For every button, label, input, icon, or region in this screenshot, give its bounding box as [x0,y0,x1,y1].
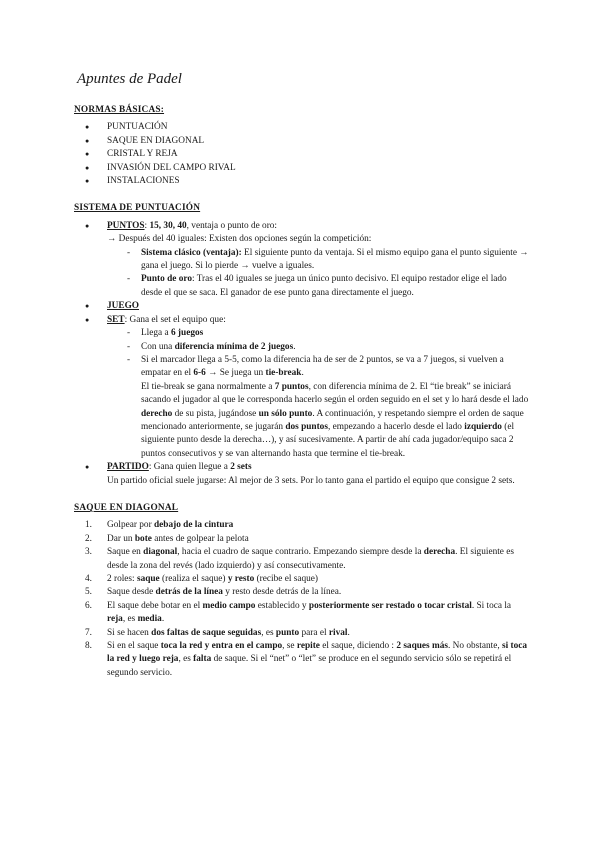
list-item: ● INSTALACIONES [74,175,530,188]
normas-list [74,121,530,188]
set-label: SET [107,314,125,325]
section-heading-puntuacion: SISTEMA DE PUNTUACIÓN [74,203,201,214]
document-title: Apuntes de Padel [77,71,182,87]
list-item-partido: ● PARTIDO: Gana quien llegue a 2 sets [74,461,530,474]
list-item: ● INVASIÓN DEL CAMPO RIVAL [74,162,530,175]
list-item [121,273,530,300]
list-item: 7. Si se hacen dos faltas de saque seguidas, es punto para el rival. [85,627,350,638]
list-item: 6. El saque debe botar en el medio campo establecido y posteriormente ser restado o tocar cristal. Si toca la reja, es media. [85,600,512,625]
list-item: - Con una diferencia mínima de 2 juegos. [121,341,530,354]
list-item: - Si el marcador llega a 5-5, como la diferencia ha de ser de 2 puntos, se va a 7 juegos, si vuelven a empatar en el 6-6 → Se juega un tie-break. [121,354,530,381]
list-item: ● SAQUE EN DIAGONAL [74,135,530,148]
partido-label: PARTIDO [107,462,149,473]
puntos-rest: , ventaja o punto de oro: [186,220,278,231]
iguales-options [121,247,530,301]
list-item: 8. Si en el saque toca la red y entra en el campo, se repite el saque, diciendo : 2 saques más. No obstante, si toca la red y luego reja, es falta de saque. Si el “net” o “let” se produce en el segundo servicio sólo se repetirá el segundo servicio. [85,641,528,678]
set-text: : Gana el set el equipo que: [124,314,226,325]
partido-note: Un partido oficial suele jugarse: Al mejor de 3 sets. Por lo tanto gana el partido el equipo que consigue 2 sets. [107,475,515,486]
list-item-puntos: ● PUNTOS: 15, 30, 40, ventaja o punto de oro: → Después del 40 iguales: Existen dos opciones según la competición: - Sistema clásico (ventaja): El siguiente punto da ventaja. Si el mismo equipo gana el punto siguiente → gana el juego. Si lo pierde → vuelve a iguales. - Punto de oro: Tras el 40 iguales se juega un único punto decisivo. El equipo restador elige el lado desde el que se saca. El ganador de ese punto gana directamente el juego. [74,220,530,300]
clasico-label: Sistema clásico (ventaja): [141,247,242,258]
oro-label: Punto de oro [141,274,192,285]
iguales-text: → Después del 40 iguales: Existen dos opciones según la competición: [107,234,372,245]
puntos-values: 15, 30, 40 [149,220,187,231]
list-item-set [74,314,530,461]
list-item: ● CRISTAL Y REJA [74,148,530,161]
section-heading-saque: SAQUE EN DIAGONAL [74,502,179,513]
oro-text: : Tras el 40 iguales se juega un único punto decisivo. El equipo restador elige el lado desde el que se saca. El ganador de ese punto gana directamente el juego. [141,274,507,298]
list-item: 2. Dar un bote antes de golpear la pelota [85,533,249,544]
list-item: ● PUNTUACIÓN [74,121,530,134]
set-conditions [121,327,530,381]
clasico-text: El siguiente punto da ventaja. Si el mismo equipo gana el punto siguiente → gana el juego. Si lo pierde → vuelve a iguales. [141,247,529,272]
puntos-label: PUNTOS [107,220,145,231]
tie-break-paragraph: El tie-break se gana normalmente a 7 puntos, con diferencia mínima de 2. El “tie break” se iniciará sacando el jugador al que le corresponda hacerlo según el orden seguido en el set y lo hará desde el lado derecho de su pista, jugándose un sólo punto. A continuación, y respetando siempre el orden de saque mencionado anteriormente, se jugarán dos puntos, empezando a hacerlo desde el lado izquierdo (el siguiente punto desde la derecha…), y así sucesivamente. A partir de ahí cada jugador/equipo saca 2 puntos consecutivos y se van alternando hasta que termine el tie-break. [141,381,529,459]
list-item: 4. 2 roles: saque (realiza el saque) y resto (recibe el saque) [85,574,318,584]
list-item-juego [74,300,530,313]
list-item: 5. Saque desde detrás de la línea y resto desde detrás de la línea. [85,587,342,598]
section-heading-normas: NORMAS BÁSICAS: [74,105,165,115]
list-item [121,247,530,274]
saque-list [74,519,530,680]
list-item: 1. Golpear por debajo de la cintura [85,520,234,531]
list-item: 3. Saque en diagonal, hacia el cuadro de saque contrario. Empezando siempre desde la derecha. El siguiente es desde la zona del revés (lado izquierdo) y así consecutivamente. [85,547,514,571]
puntuacion-list [74,220,530,475]
juego-label: JUEGO [107,301,140,312]
list-item: - Llega a 6 juegos [121,327,530,340]
